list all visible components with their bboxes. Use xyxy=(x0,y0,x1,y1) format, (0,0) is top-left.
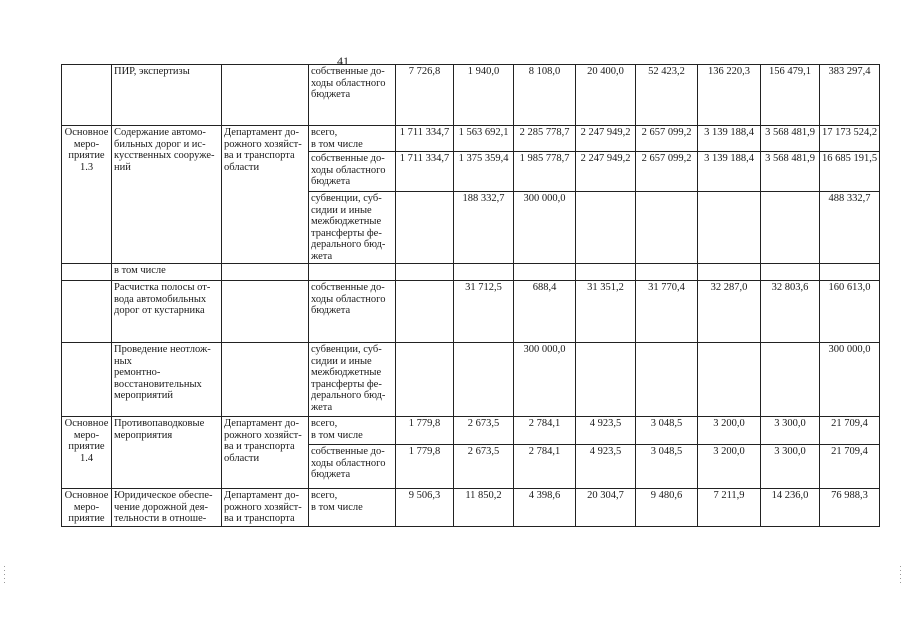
scan-edge-mark-left xyxy=(4,566,5,586)
value-cell: 4 923,5 xyxy=(576,445,636,489)
value-cell: 16 685 191,5 xyxy=(820,152,880,192)
value-cell: 1 779,8 xyxy=(396,417,454,445)
table-row xyxy=(62,343,880,417)
value-cell: 1 711 334,7 xyxy=(396,152,454,192)
value-cell: 9 480,6 xyxy=(636,489,698,527)
value-cell: 2 285 778,7 xyxy=(514,126,576,152)
value-cell xyxy=(636,343,698,417)
value-cell: 3 568 481,9 xyxy=(761,126,820,152)
value-cell: 3 200,0 xyxy=(698,445,761,489)
department-cell xyxy=(222,264,309,281)
value-cell: 2 784,1 xyxy=(514,417,576,445)
value-cell: 3 048,5 xyxy=(636,445,698,489)
activity-name-cell-text: Проведение неотлож- ных ремонтно- восстановительных мероприятий xyxy=(114,344,211,401)
funding-source-cell: всего, в том числе xyxy=(309,489,396,527)
value-cell: 2 247 949,2 xyxy=(576,152,636,192)
value-cell: 1 711 334,7 xyxy=(396,126,454,152)
page-number: 41 xyxy=(337,54,349,68)
event-cell xyxy=(62,281,112,343)
event-cell xyxy=(62,417,112,489)
activity-name-cell-text: ПИР, экспертизы xyxy=(114,66,190,77)
value-cell: 7 726,8 xyxy=(396,65,454,126)
event-cell xyxy=(62,343,112,417)
funding-source-cell: всего, в том числе xyxy=(309,417,396,445)
department-cell xyxy=(222,417,309,489)
activity-name-cell xyxy=(112,126,222,264)
department-cell-text: Департамент до- рожного хозяйст- ва и транспорта xyxy=(224,490,302,524)
value-cell xyxy=(698,343,761,417)
value-cell xyxy=(396,343,454,417)
table-row xyxy=(62,65,880,126)
value-cell xyxy=(698,264,761,281)
value-cell: 688,4 xyxy=(514,281,576,343)
activity-name-cell-text: Противопаводковые мероприятия xyxy=(114,418,205,441)
table-row xyxy=(62,281,880,343)
value-cell xyxy=(514,264,576,281)
value-cell xyxy=(454,343,514,417)
value-cell: 1 779,8 xyxy=(396,445,454,489)
event-cell-text: Основное меро- приятие xyxy=(64,490,109,524)
value-cell: 7 211,9 xyxy=(698,489,761,527)
value-cell: 1 985 778,7 xyxy=(514,152,576,192)
value-cell: 31 770,4 xyxy=(636,281,698,343)
activity-name-cell xyxy=(112,489,222,527)
value-cell: 52 423,2 xyxy=(636,65,698,126)
event-cell-text: Основное меро- приятие 1.4 xyxy=(64,418,109,464)
value-cell: 3 139 188,4 xyxy=(698,126,761,152)
event-cell-text: Основное меро- приятие 1.3 xyxy=(64,127,109,173)
value-cell xyxy=(820,264,880,281)
value-cell: 136 220,3 xyxy=(698,65,761,126)
event-cell xyxy=(62,264,112,281)
event-cell xyxy=(62,489,112,527)
value-cell: 188 332,7 xyxy=(454,192,514,264)
funding-source-cell: собственные до- ходы областного бюджета xyxy=(309,281,396,343)
value-cell: 31 351,2 xyxy=(576,281,636,343)
budget-table xyxy=(61,64,880,527)
budget-table-body xyxy=(62,65,880,527)
value-cell: 11 850,2 xyxy=(454,489,514,527)
value-cell: 3 300,0 xyxy=(761,417,820,445)
value-cell: 3 139 188,4 xyxy=(698,152,761,192)
department-cell xyxy=(222,126,309,264)
activity-name-cell xyxy=(112,417,222,489)
department-cell xyxy=(222,281,309,343)
value-cell: 20 400,0 xyxy=(576,65,636,126)
value-cell: 3 048,5 xyxy=(636,417,698,445)
event-cell xyxy=(62,65,112,126)
funding-source-cell: собственные до- ходы областного бюджета xyxy=(309,65,396,126)
department-cell xyxy=(222,65,309,126)
value-cell xyxy=(761,192,820,264)
funding-source-cell xyxy=(309,264,396,281)
value-cell: 3 300,0 xyxy=(761,445,820,489)
value-cell: 2 784,1 xyxy=(514,445,576,489)
value-cell: 21 709,4 xyxy=(820,417,880,445)
value-cell: 2 657 099,2 xyxy=(636,152,698,192)
value-cell: 1 563 692,1 xyxy=(454,126,514,152)
activity-name-cell-text: Содержание автомо- бильных дорог и ис- кусственных сооруже- ний xyxy=(114,127,215,173)
value-cell: 4 398,6 xyxy=(514,489,576,527)
funding-source-cell: всего, в том числе xyxy=(309,126,396,152)
value-cell xyxy=(576,192,636,264)
value-cell: 76 988,3 xyxy=(820,489,880,527)
value-cell: 21 709,4 xyxy=(820,445,880,489)
value-cell: 1 940,0 xyxy=(454,65,514,126)
scan-edge-mark-right xyxy=(900,566,901,586)
department-cell-text: Департамент до- рожного хозяйст- ва и транспорта области xyxy=(224,418,302,464)
table-row xyxy=(62,264,880,281)
activity-name-cell-text: Расчистка полосы от- вода автомобильных дорог от кустарника xyxy=(114,282,211,316)
value-cell xyxy=(454,264,514,281)
funding-source-cell: субвенции, суб- сидии и иные межбюджетные трансферты фе- дерального бюд- жета xyxy=(309,192,396,264)
value-cell: 14 236,0 xyxy=(761,489,820,527)
value-cell xyxy=(396,264,454,281)
funding-source-cell: собственные до- ходы областного бюджета xyxy=(309,152,396,192)
funding-source-cell: собственные до- ходы областного бюджета xyxy=(309,445,396,489)
table-row xyxy=(62,417,880,445)
activity-name-cell xyxy=(112,281,222,343)
value-cell xyxy=(698,192,761,264)
activity-name-cell-text: в том числе xyxy=(114,265,166,276)
value-cell: 156 479,1 xyxy=(761,65,820,126)
value-cell: 9 506,3 xyxy=(396,489,454,527)
department-cell xyxy=(222,489,309,527)
value-cell xyxy=(396,192,454,264)
table-row xyxy=(62,489,880,527)
value-cell: 2 673,5 xyxy=(454,417,514,445)
department-cell xyxy=(222,343,309,417)
value-cell: 2 247 949,2 xyxy=(576,126,636,152)
value-cell: 31 712,5 xyxy=(454,281,514,343)
value-cell: 2 673,5 xyxy=(454,445,514,489)
activity-name-cell xyxy=(112,343,222,417)
activity-name-cell-text: Юридическое обеспе- чение дорожной дея- тельности в отноше- xyxy=(114,490,213,524)
value-cell: 3 200,0 xyxy=(698,417,761,445)
value-cell xyxy=(761,264,820,281)
value-cell xyxy=(576,343,636,417)
value-cell xyxy=(396,281,454,343)
value-cell xyxy=(576,264,636,281)
event-cell xyxy=(62,126,112,264)
value-cell: 160 613,0 xyxy=(820,281,880,343)
value-cell: 300 000,0 xyxy=(514,192,576,264)
value-cell: 1 375 359,4 xyxy=(454,152,514,192)
table-row xyxy=(62,126,880,152)
value-cell xyxy=(636,192,698,264)
value-cell: 383 297,4 xyxy=(820,65,880,126)
value-cell xyxy=(761,343,820,417)
value-cell: 2 657 099,2 xyxy=(636,126,698,152)
value-cell: 17 173 524,2 xyxy=(820,126,880,152)
activity-name-cell xyxy=(112,65,222,126)
value-cell: 8 108,0 xyxy=(514,65,576,126)
value-cell xyxy=(636,264,698,281)
value-cell: 20 304,7 xyxy=(576,489,636,527)
activity-name-cell xyxy=(112,264,222,281)
value-cell: 4 923,5 xyxy=(576,417,636,445)
department-cell-text: Департамент до- рожного хозяйст- ва и транспорта области xyxy=(224,127,302,173)
value-cell: 488 332,7 xyxy=(820,192,880,264)
value-cell: 3 568 481,9 xyxy=(761,152,820,192)
value-cell: 32 287,0 xyxy=(698,281,761,343)
value-cell: 32 803,6 xyxy=(761,281,820,343)
value-cell: 300 000,0 xyxy=(514,343,576,417)
funding-source-cell: субвенции, суб- сидии и иные межбюджетные трансферты фе- дерального бюд- жета xyxy=(309,343,396,417)
value-cell: 300 000,0 xyxy=(820,343,880,417)
